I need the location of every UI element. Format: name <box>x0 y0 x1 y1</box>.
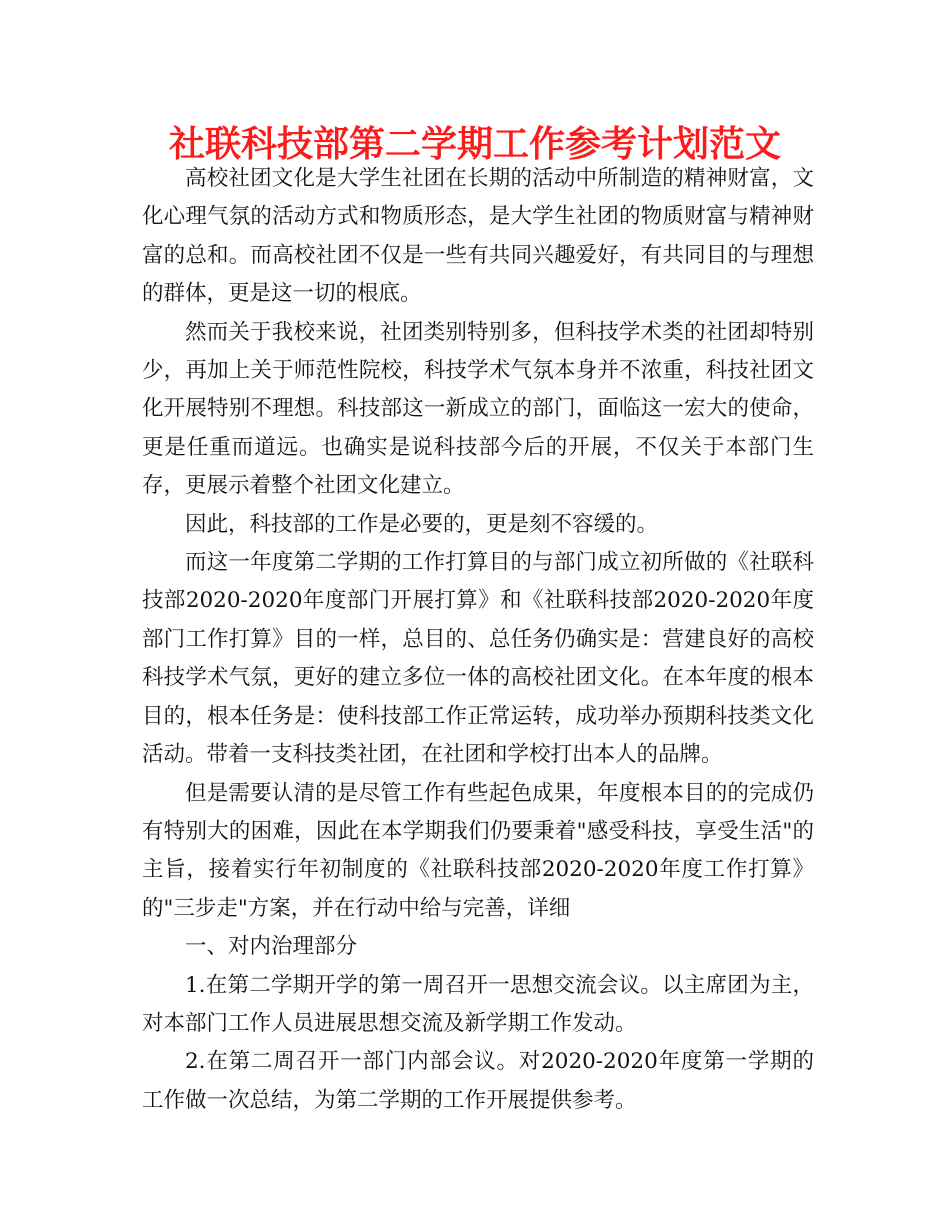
document-body <box>142 160 814 1120</box>
paragraph-background: 然而关于我校来说，社团类别特别多，但科技学术类的社团却特别少，再加上关于师范性院校，科技学术气氛本身并不浓重，科技社团文化开展特别不理想。科技部这一新成立的部门，面临这一宏大的使命，更是任重而道远。也确实是说科技部今后的开展，不仅关于本部门生存，更展示着整个社团文化建立。 <box>142 319 814 499</box>
paragraph-plan: 但是需要认清的是尽管工作有些起色成果，年度根本目的的完成仍有特别大的困难，因此在本学期我们仍要秉着"感受科技，享受生活"的主旨，接着实行年初制度的《社联科技部2020-2020年度工作打算》的"三步走"方案，并在行动中给与完善，详细 <box>142 780 814 921</box>
paragraph-goals: 而这一年度第二学期的工作打算目的与部门成立初所做的《社联科技部2020-2020年度部门开展打算》和《社联科技部2020-2020年度部门工作打算》目的一样，总目的、总任务仍确实是：营建良好的高校科技学术气氛，更好的建立多位一体的高校社团文化。在本年度的根本目的，根本任务是：使科技部工作正常运转，成功举办预期科技类文化活动。带着一支科技类社团，在社团和学校打出本人的品牌。 <box>142 550 814 768</box>
section-heading-internal-management: 一、对内治理部分 <box>185 934 358 960</box>
list-item-1: 1.在第二学期开学的第一周召开一思想交流会议。以主席团为主，对本部门工作人员进展思想交流及新学期工作发动。 <box>142 972 814 1036</box>
paragraph-necessity: 因此，科技部的工作是必要的，更是刻不容缓的。 <box>185 511 659 537</box>
list-item-2: 2.在第二周召开一部门内部会议。对2020-2020年度第一学期的工作做一次总结，为第二学期的工作开展提供参考。 <box>142 1049 814 1113</box>
paragraph-intro: 高校社团文化是大学生社团在长期的活动中所制造的精神财富，文化心理气氛的活动方式和物质形态，是大学生社团的物质财富与精神财富的总和。而高校社团不仅是一些有共同兴趣爱好，有共同目的与理想的群体，更是这一切的根底。 <box>142 166 814 307</box>
document-title: 社联科技部第二学期工作参考计划范文 <box>168 124 781 165</box>
